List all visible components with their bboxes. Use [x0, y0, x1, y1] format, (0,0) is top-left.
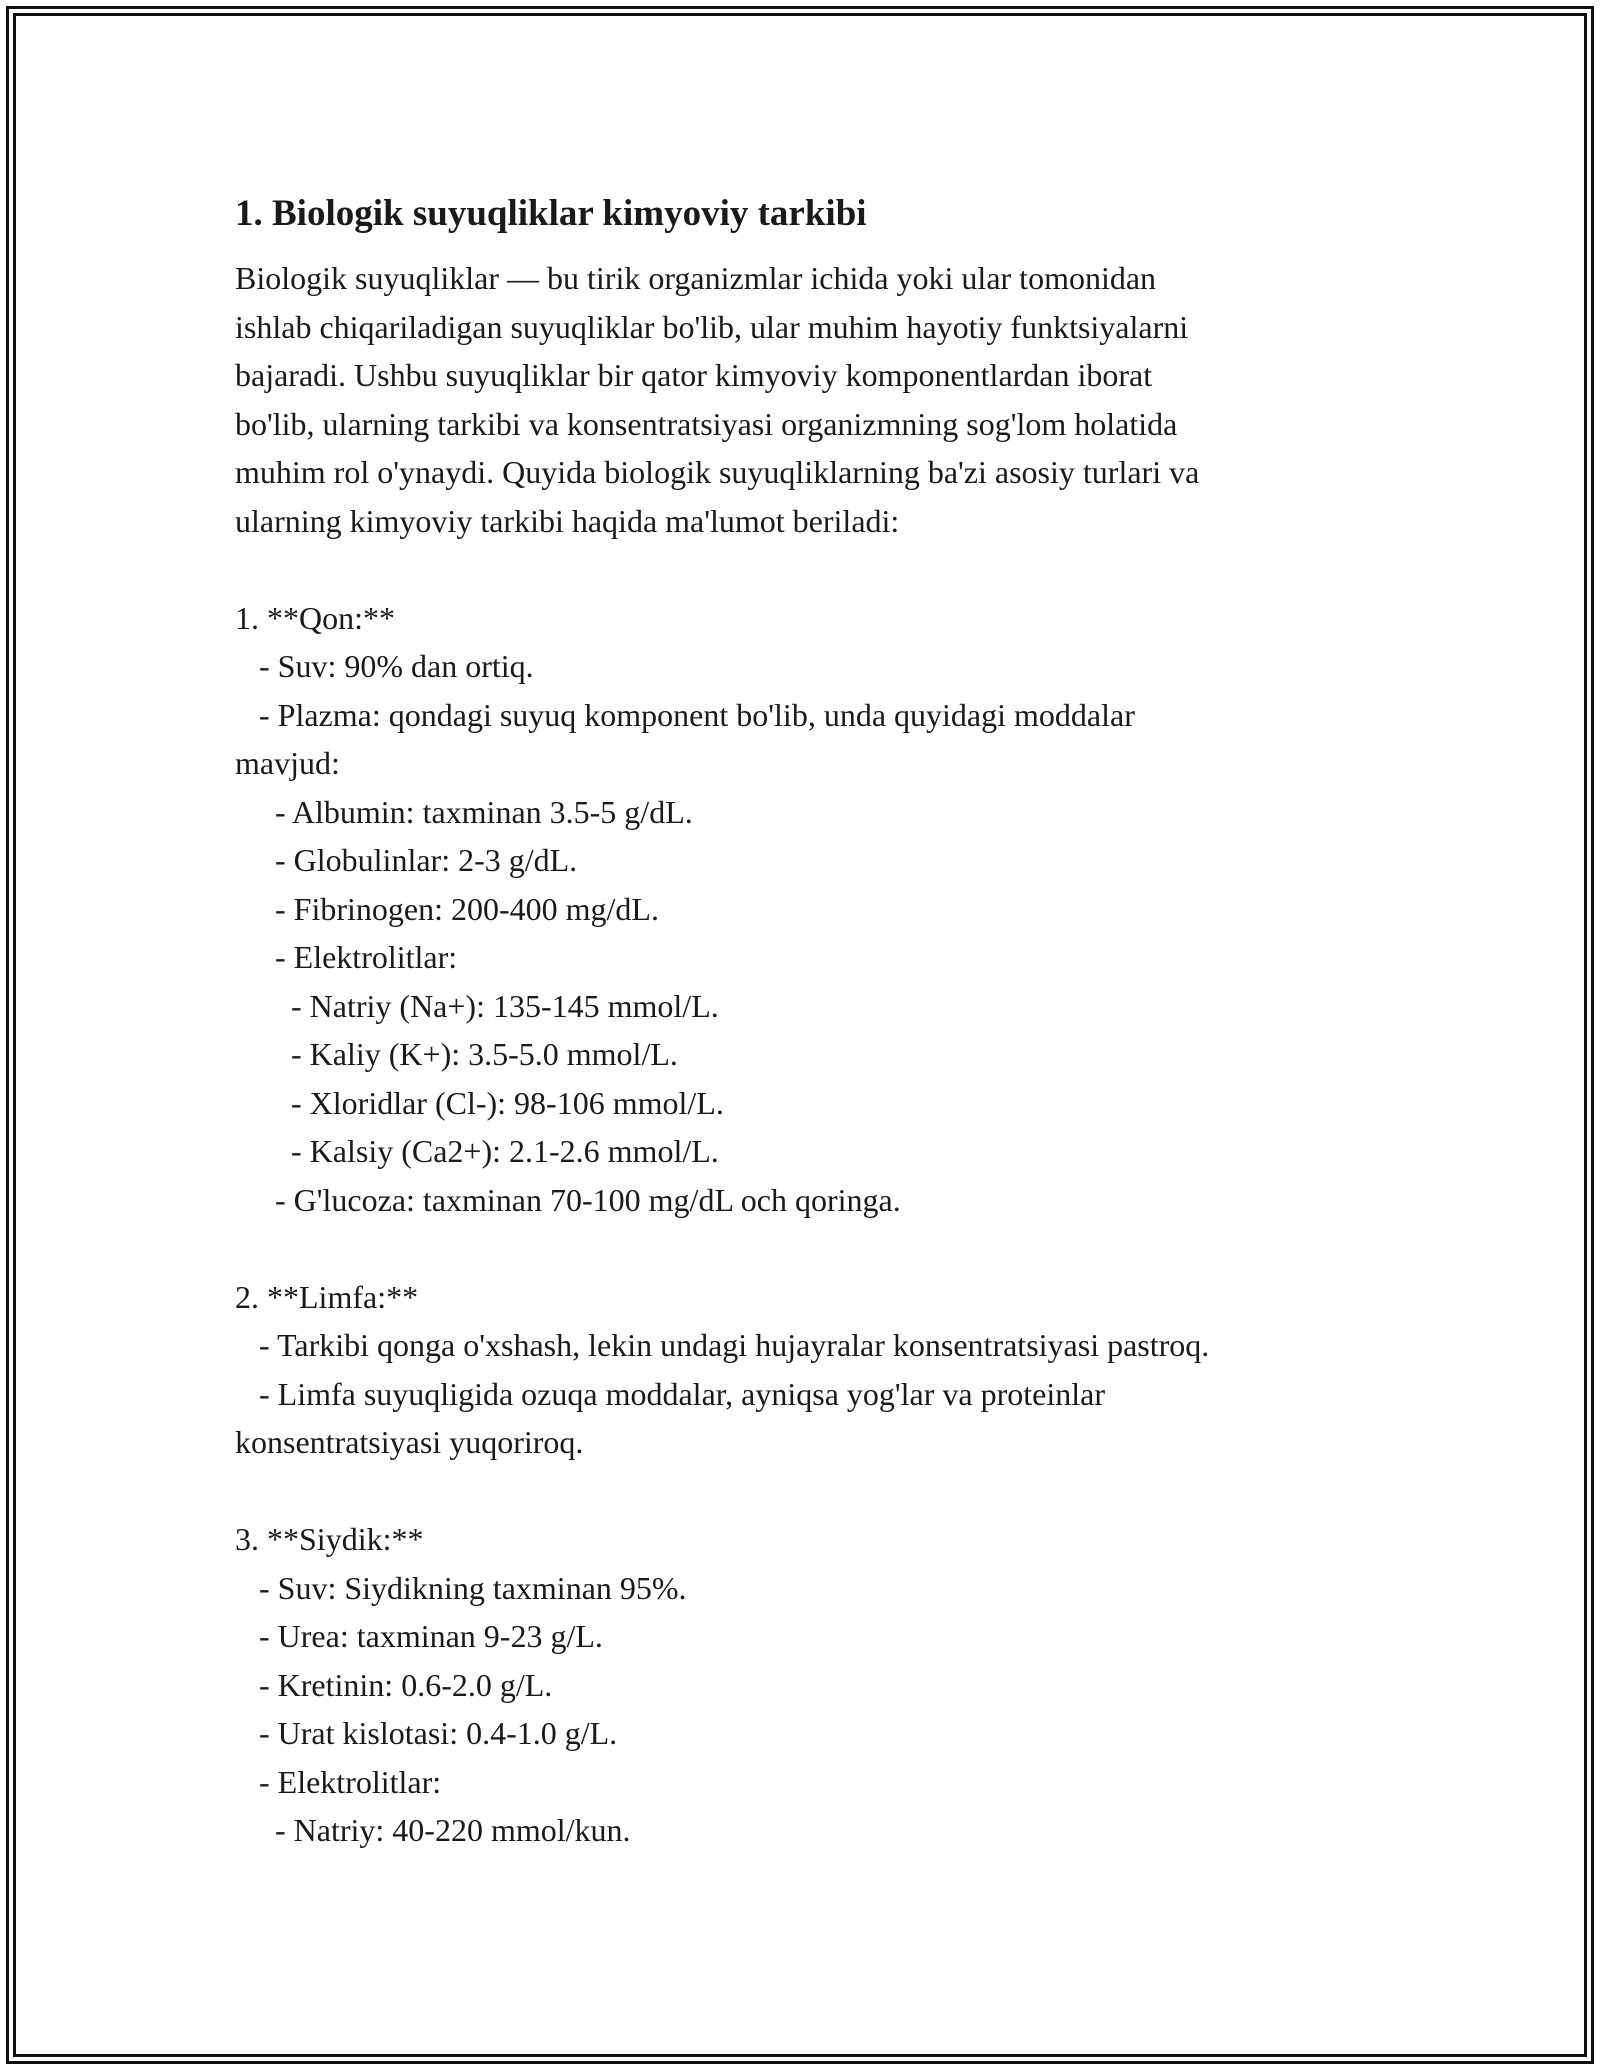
text-line: muhim rol o'ynaydi. Quyida biologik suyuqliklarning ba'zi asosiy turlari va [235, 454, 1200, 490]
text-line: 3. **Siydik:** [235, 1521, 424, 1557]
text-line: - Urat kislotasi: 0.4-1.0 g/L. [235, 1715, 618, 1751]
text-line: bajaradi. Ushbu suyuqliklar bir qator kimyoviy komponentlardan iborat [235, 357, 1153, 393]
text-line: - Tarkibi qonga o'xshash, lekin undagi hujayralar konsentratsiyasi pastroq. [235, 1327, 1210, 1363]
text-line: - Natriy: 40-220 mmol/kun. [235, 1812, 631, 1848]
text-line: - Elektrolitlar: [235, 939, 458, 975]
blank-line [235, 545, 1365, 594]
blank-line [235, 1224, 1365, 1273]
text-line: Biologik suyuqliklar — bu tirik organizmlar ichida yoki ular tomonidan [235, 260, 1157, 296]
text-line: - Xloridlar (Cl-): 98-106 mmol/L. [235, 1084, 724, 1121]
text-line: 1. **Qon:** [235, 599, 395, 636]
text-line: - Natriy (Na+): 135-145 mmol/L. [235, 987, 719, 1024]
text-line: - Elektrolitlar: [235, 1763, 442, 1800]
document-text [235, 254, 1365, 1855]
text-line: 2. **Limfa:** [235, 1278, 419, 1315]
text-line: ishlab chiqariladigan suyuqliklar bo'lib, ular muhim hayotiy funktsiyalarni [235, 308, 1189, 345]
text-line: - Albumin: taxminan 3.5-5 g/dL. [235, 793, 693, 830]
text-line: ularning kimyoviy tarkibi haqida ma'lumot beriladi: [235, 502, 900, 539]
text-line: - Suv: 90% dan ortiq. [235, 648, 534, 684]
text-line: - Kretinin: 0.6-2.0 g/L. [235, 1666, 553, 1703]
text-line: - Kaliy (K+): 3.5-5.0 mmol/L. [235, 1036, 678, 1072]
text-line: - G'lucoza: taxminan 70-100 mg/dL och qoringa. [235, 1181, 901, 1218]
text-line: konsentratsiyasi yuqoriroq. [235, 1424, 584, 1460]
text-line: mavjud: [235, 745, 340, 781]
blank-line [235, 1467, 1365, 1516]
text-line: - Suv: Siydikning taxminan 95%. [235, 1569, 687, 1606]
document-body [235, 188, 1365, 1855]
text-line: bo'lib, ularning tarkibi va konsentratsiyasi organizmning sog'lom holatida [235, 405, 1178, 442]
text-line: - Urea: taxminan 9-23 g/L. [235, 1618, 603, 1654]
text-line: - Fibrinogen: 200-400 mg/dL. [235, 890, 659, 927]
text-line: - Kalsiy (Ca2+): 2.1-2.6 mmol/L. [235, 1133, 719, 1169]
document-title: 1. Biologik suyuqliklar kimyoviy tarkibi [235, 193, 867, 234]
text-line: - Plazma: qondagi suyuq komponent bo'lib, unda quyidagi moddalar [235, 696, 1135, 733]
text-line: - Globulinlar: 2-3 g/dL. [235, 842, 578, 878]
text-line: - Limfa suyuqligida ozuqa moddalar, ayniqsa yog'lar va proteinlar [235, 1375, 1105, 1412]
